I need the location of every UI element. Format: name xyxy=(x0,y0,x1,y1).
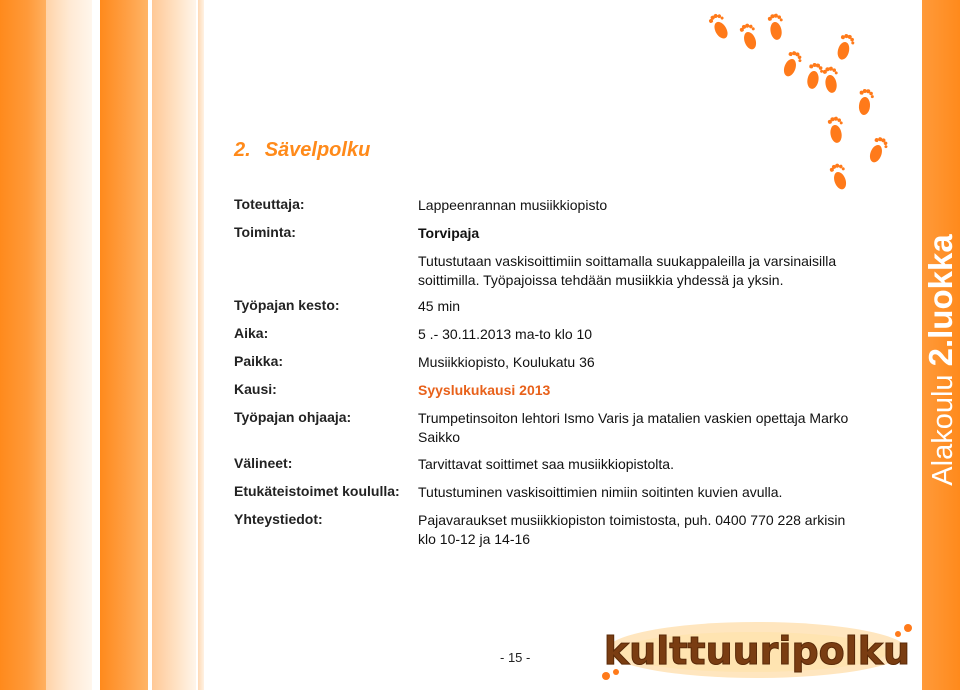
footprint-icon xyxy=(781,50,804,79)
footprint-icon xyxy=(767,13,786,41)
footprint-icon xyxy=(822,66,841,94)
value-kausi: Syyslukukausi 2013 xyxy=(418,382,551,398)
side-label: Alakoulu 2.luokka xyxy=(922,234,959,486)
decorative-stripe xyxy=(198,0,204,690)
value-toteuttaja: Lappeenrannan musiikkiopisto xyxy=(418,197,608,213)
value-toiminta-description: Tutustutaan vaskisoittimiin soittamalla suukappaleilla ja varsinaisilla soittimilla. Työpajoissa tehdään musiikkia yhdessä ja yksin. xyxy=(418,253,837,288)
footprint-icon xyxy=(805,62,824,90)
value-paikka: Musiikkiopisto, Koulukatu 36 xyxy=(418,354,595,370)
footprints-decoration xyxy=(690,0,922,200)
decorative-stripe xyxy=(100,0,148,690)
page-number: - 15 - xyxy=(500,650,531,665)
value-valineet: Tarvittavat soittimet saa musiikkiopistolta. xyxy=(418,456,674,472)
footprint-icon xyxy=(829,162,852,191)
kulttuuripolku-logo xyxy=(592,610,922,690)
label-ohjaaja: Työpajan ohjaaja: xyxy=(234,409,352,425)
label-kesto: Työpajan kesto: xyxy=(234,297,340,313)
svg-text:kulttuuripolku: kulttuuripolku xyxy=(603,629,911,673)
decorative-stripe xyxy=(46,0,92,690)
value-kesto: 45 min xyxy=(418,298,461,314)
label-etukateistoimet: Etukäteistoimet koululla: xyxy=(234,483,400,499)
footprint-icon xyxy=(707,11,733,41)
label-yhteystiedot: Yhteystiedot: xyxy=(234,511,323,527)
label-kausi: Kausi: xyxy=(234,381,277,397)
value-toiminta: Torvipaja xyxy=(418,225,480,241)
footprint-icon xyxy=(835,33,856,62)
label-paikka: Paikka: xyxy=(234,353,284,369)
value-etukateistoimet: Tutustuminen vaskisoittimien nimiin soitinten kuvien avulla. xyxy=(418,484,783,500)
label-toiminta: Toiminta: xyxy=(234,224,296,240)
value-yhteystiedot: Pajavaraukset musiikkiopiston toimistosta, puh. 0400 770 228 arkisin klo 10-12 ja 14-16 xyxy=(418,512,846,547)
value-ohjaaja: Trumpetinsoiton lehtori Ismo Varis ja matalien vaskien opettaja Marko Saikko xyxy=(418,410,849,445)
footprint-icon xyxy=(858,89,875,116)
footprint-icon xyxy=(827,116,846,144)
label-aika: Aika: xyxy=(234,325,269,341)
decorative-stripe xyxy=(0,0,46,690)
label-toteuttaja: Toteuttaja: xyxy=(234,196,305,212)
footprint-icon xyxy=(867,136,890,165)
label-valineet: Välineet: xyxy=(234,455,293,471)
page-title: 2. Sävelpolku xyxy=(234,139,371,161)
footprint-icon xyxy=(739,22,762,51)
decorative-stripe xyxy=(152,0,196,690)
value-aika: 5 .- 30.11.2013 ma-to klo 10 xyxy=(418,326,593,342)
